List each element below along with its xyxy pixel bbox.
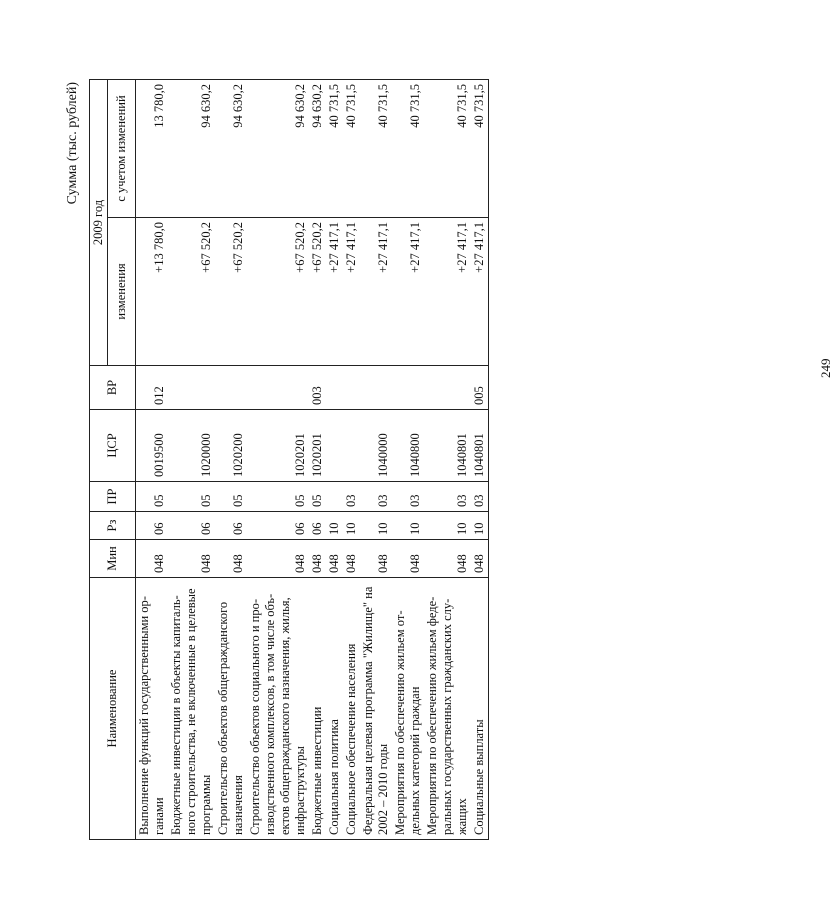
cell-pr: 03 xyxy=(392,482,424,512)
cell-name: Федеральная целевая программа "Жилище" на 2002 – 2010 годы xyxy=(360,578,392,840)
cell-name: Социальные выплаты xyxy=(471,578,489,840)
cell-min: 048 xyxy=(471,540,489,578)
cell-csr: 1040801 xyxy=(424,410,471,482)
cell-pr: 03 xyxy=(360,482,392,512)
cell-total: 94 630,2 xyxy=(309,79,326,217)
page-number: 249 xyxy=(818,358,833,378)
header-changes: изменения xyxy=(108,218,136,366)
cell-vr: 005 xyxy=(471,366,489,410)
header-with-changes: с учетом изменений xyxy=(108,79,136,217)
cell-csr xyxy=(343,410,360,482)
cell-total: 40 731,5 xyxy=(326,79,343,217)
cell-vr xyxy=(360,366,392,410)
header-year: 2009 год xyxy=(90,79,108,365)
table-row xyxy=(471,79,489,839)
cell-pr: 05 xyxy=(247,482,309,512)
cell-total: 40 731,5 xyxy=(471,79,489,217)
cell-min: 048 xyxy=(215,540,247,578)
cell-name: Строительство объектов общегражданского назначения xyxy=(215,578,247,840)
header-pr: ПР xyxy=(90,482,136,512)
cell-min: 048 xyxy=(247,540,309,578)
cell-vr: 012 xyxy=(136,366,169,410)
cell-csr: 1020200 xyxy=(215,410,247,482)
cell-name: Социальное обеспечение населения xyxy=(343,578,360,840)
cell-name: Мероприятия по обеспечению жильем от-дельных категорий граждан xyxy=(392,578,424,840)
table-row xyxy=(424,79,471,839)
table-row xyxy=(326,79,343,839)
cell-total: 40 731,5 xyxy=(392,79,424,217)
header-name: Наименование xyxy=(90,578,136,840)
cell-min: 048 xyxy=(392,540,424,578)
cell-change: +67 520,2 xyxy=(309,218,326,366)
cell-vr xyxy=(343,366,360,410)
cell-min: 048 xyxy=(309,540,326,578)
units-caption: Сумма (тыс. рублей) xyxy=(65,82,80,205)
rotated-page xyxy=(65,80,505,840)
header-min: Мин xyxy=(90,540,136,578)
cell-change: +67 520,2 xyxy=(215,218,247,366)
cell-csr: 1040000 xyxy=(360,410,392,482)
cell-name: Строительство объектов социального и про-изводственного комплексов, в том числе объ-ектов общегражданского назначения, жилья, инфраструктуры xyxy=(247,578,309,840)
table-row xyxy=(136,79,169,839)
cell-change: +67 520,2 xyxy=(247,218,309,366)
cell-total: 40 731,5 xyxy=(343,79,360,217)
table-row xyxy=(392,79,424,839)
cell-csr xyxy=(326,410,343,482)
cell-rz: 06 xyxy=(215,512,247,540)
cell-rz: 10 xyxy=(360,512,392,540)
cell-pr: 05 xyxy=(309,482,326,512)
cell-csr: 1020201 xyxy=(309,410,326,482)
cell-pr: 05 xyxy=(215,482,247,512)
cell-vr: 003 xyxy=(309,366,326,410)
cell-vr xyxy=(392,366,424,410)
cell-change: +27 417,1 xyxy=(392,218,424,366)
table-row xyxy=(343,79,360,839)
cell-total: 94 630,2 xyxy=(168,79,215,217)
cell-csr: 1020201 xyxy=(247,410,309,482)
header-csr: ЦСР xyxy=(90,410,136,482)
cell-rz: 10 xyxy=(471,512,489,540)
cell-total: 94 630,2 xyxy=(247,79,309,217)
cell-rz: 06 xyxy=(247,512,309,540)
cell-pr xyxy=(326,482,343,512)
cell-name: Мероприятия по обеспечению жильем феде-ральных государственных гражданских слу-жащих xyxy=(424,578,471,840)
budget-table xyxy=(89,79,489,840)
cell-change: +27 417,1 xyxy=(424,218,471,366)
cell-name: Выполнение функций государственными ор-ганами xyxy=(136,578,169,840)
cell-pr: 03 xyxy=(424,482,471,512)
cell-vr xyxy=(168,366,215,410)
cell-total: 40 731,5 xyxy=(424,79,471,217)
cell-min: 048 xyxy=(326,540,343,578)
header-vr: ВР xyxy=(90,366,136,410)
cell-vr xyxy=(424,366,471,410)
cell-change: +27 417,1 xyxy=(343,218,360,366)
cell-min: 048 xyxy=(360,540,392,578)
cell-min: 048 xyxy=(424,540,471,578)
table-row xyxy=(215,79,247,839)
cell-csr: 1020000 xyxy=(168,410,215,482)
cell-min: 048 xyxy=(136,540,169,578)
cell-total: 94 630,2 xyxy=(215,79,247,217)
table-row xyxy=(168,79,215,839)
cell-change: +27 417,1 xyxy=(360,218,392,366)
cell-csr: 1040800 xyxy=(392,410,424,482)
cell-change: +27 417,1 xyxy=(471,218,489,366)
cell-change: +13 780,0 xyxy=(136,218,169,366)
cell-rz: 10 xyxy=(392,512,424,540)
cell-change: +27 417,1 xyxy=(326,218,343,366)
table-row xyxy=(360,79,392,839)
cell-total: 40 731,5 xyxy=(360,79,392,217)
cell-min: 048 xyxy=(343,540,360,578)
cell-rz: 10 xyxy=(424,512,471,540)
cell-vr xyxy=(326,366,343,410)
cell-csr: 0019500 xyxy=(136,410,169,482)
cell-vr xyxy=(215,366,247,410)
cell-pr: 03 xyxy=(471,482,489,512)
cell-change: +67 520,2 xyxy=(168,218,215,366)
cell-name: Бюджетные инвестиции xyxy=(309,578,326,840)
cell-rz: 06 xyxy=(168,512,215,540)
cell-rz: 06 xyxy=(136,512,169,540)
cell-name: Социальная политика xyxy=(326,578,343,840)
cell-rz: 10 xyxy=(343,512,360,540)
cell-rz: 10 xyxy=(326,512,343,540)
table-row xyxy=(309,79,326,839)
cell-csr: 1040801 xyxy=(471,410,489,482)
cell-pr: 05 xyxy=(136,482,169,512)
cell-pr: 05 xyxy=(168,482,215,512)
cell-total: 13 780,0 xyxy=(136,79,169,217)
cell-pr: 03 xyxy=(343,482,360,512)
cell-rz: 06 xyxy=(309,512,326,540)
cell-name: Бюджетные инвестиции в объекты капиталь-ного строительства, не включенные в целевые программы xyxy=(168,578,215,840)
cell-vr xyxy=(247,366,309,410)
header-rz: Рз xyxy=(90,512,136,540)
table-row xyxy=(247,79,309,839)
cell-min: 048 xyxy=(168,540,215,578)
